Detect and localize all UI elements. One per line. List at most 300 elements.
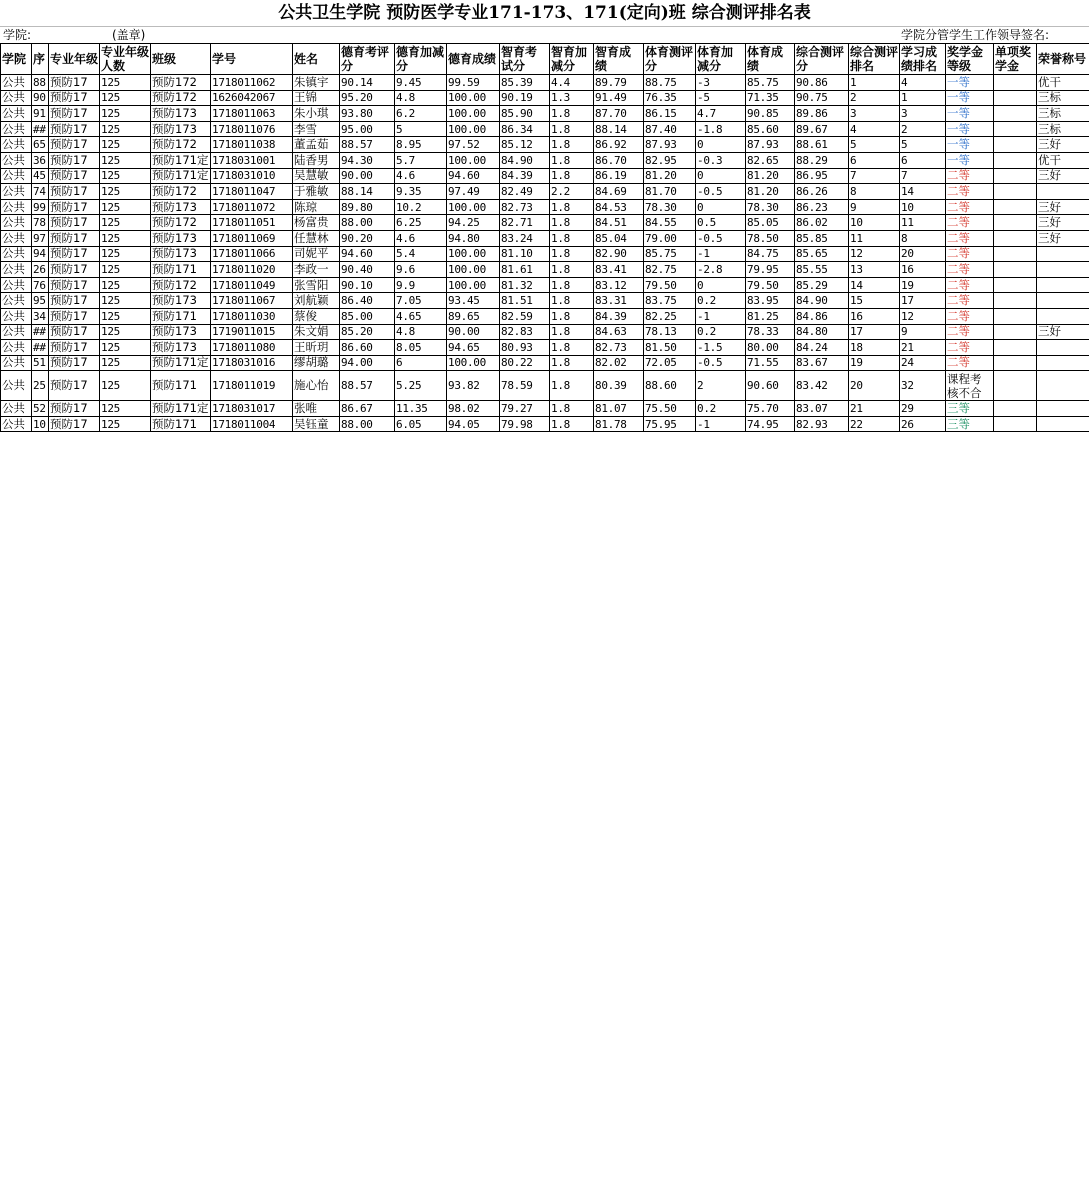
table-cell: 82.75: [644, 262, 696, 278]
table-cell: 1.8: [550, 401, 594, 417]
table-cell: 预防17: [49, 340, 100, 356]
column-header: 学习成绩排名: [900, 44, 946, 75]
table-cell: [994, 184, 1037, 200]
table-cell: 1: [849, 75, 900, 91]
table-cell: 公共: [1, 199, 32, 215]
table-cell: ##: [32, 121, 49, 137]
table-cell: 预防172: [151, 277, 211, 293]
table-cell: 83.67: [795, 355, 849, 371]
table-row: [1, 75, 1089, 91]
table-cell: 张雪阳: [293, 277, 340, 293]
table-cell: 81.20: [746, 168, 795, 184]
table-cell: 7: [849, 168, 900, 184]
table-cell: 吴钰童: [293, 416, 340, 432]
table-cell: 二等: [946, 215, 994, 231]
table-cell: 1.8: [550, 168, 594, 184]
table-cell: [994, 401, 1037, 417]
table-cell: 预防17: [49, 355, 100, 371]
table-cell: 36: [32, 152, 49, 168]
table-cell: 25: [32, 371, 49, 401]
table-cell: 21: [849, 401, 900, 417]
table-cell: 6.05: [395, 416, 447, 432]
table-cell: 90.10: [340, 277, 395, 293]
table-cell: 0.5: [696, 215, 746, 231]
table-cell: 预防171定: [151, 355, 211, 371]
table-cell: 82.65: [746, 152, 795, 168]
table-cell: 11.35: [395, 401, 447, 417]
table-cell: 预防17: [49, 152, 100, 168]
table-cell: 5.25: [395, 371, 447, 401]
table-cell: 100.00: [447, 246, 500, 262]
table-row: [1, 277, 1089, 293]
table-cell: 3: [849, 106, 900, 122]
table-cell: 79.50: [644, 277, 696, 293]
table-cell: 85.75: [746, 75, 795, 91]
table-cell: 预防17: [49, 293, 100, 309]
column-header: 专业年级: [49, 44, 100, 75]
column-header: 智育加减分: [550, 44, 594, 75]
table-cell: 预防173: [151, 230, 211, 246]
table-cell: 公共: [1, 355, 32, 371]
table-cell: 3: [900, 106, 946, 122]
table-cell: 125: [100, 293, 151, 309]
table-cell: 78.13: [644, 324, 696, 340]
table-row: [1, 137, 1089, 153]
table-cell: 任慧林: [293, 230, 340, 246]
table-cell: 125: [100, 75, 151, 91]
table-cell: 预防17: [49, 106, 100, 122]
table-cell: 预防171: [151, 416, 211, 432]
table-cell: 5: [395, 121, 447, 137]
column-header: 综合测评排名: [850, 45, 899, 73]
table-cell: 8.95: [395, 137, 447, 153]
table-cell: 83.31: [594, 293, 644, 309]
table-cell: -0.3: [696, 152, 746, 168]
table-cell: 84.90: [500, 152, 550, 168]
table-cell: 4: [900, 75, 946, 91]
table-cell: 6: [849, 152, 900, 168]
table-cell: 94.05: [447, 416, 500, 432]
table-cell: 预防17: [49, 121, 100, 137]
table-cell: 1718031010: [211, 168, 293, 184]
table-cell: 1.8: [550, 121, 594, 137]
table-cell: 85.12: [500, 137, 550, 153]
table-cell: 85.60: [746, 121, 795, 137]
table-cell: 2: [900, 121, 946, 137]
table-cell: 4.4: [550, 75, 594, 91]
table-cell: 公共: [1, 308, 32, 324]
table-cell: 三等: [946, 416, 994, 432]
table-cell: 90.75: [795, 90, 849, 106]
table-cell: 45: [32, 168, 49, 184]
table-cell: 75.95: [644, 416, 696, 432]
table-cell: 82.71: [500, 215, 550, 231]
table-cell: 79.95: [746, 262, 795, 278]
table-cell: 83.42: [795, 371, 849, 401]
table-cell: [1037, 416, 1089, 432]
table-cell: -1.8: [696, 121, 746, 137]
column-header: 专业年级人数: [101, 45, 150, 73]
table-cell: 81.61: [500, 262, 550, 278]
table-cell: 82.25: [644, 308, 696, 324]
table-cell: 80.00: [746, 340, 795, 356]
column-header: 综合测评分: [795, 44, 849, 75]
table-cell: 公共: [1, 340, 32, 356]
table-cell: 99: [32, 199, 49, 215]
table-cell: 87.40: [644, 121, 696, 137]
table-cell: 4.8: [395, 324, 447, 340]
table-cell: 94: [32, 246, 49, 262]
table-cell: 预防17: [49, 324, 100, 340]
table-cell: 司妮平: [293, 246, 340, 262]
table-cell: 预防172: [151, 184, 211, 200]
table-cell: 预防17: [49, 416, 100, 432]
table-cell: 85.29: [795, 277, 849, 293]
table-cell: 2.2: [550, 184, 594, 200]
table-cell: 4.6: [395, 168, 447, 184]
table-cell: 施心怡: [293, 371, 340, 401]
table-cell: 81.78: [594, 416, 644, 432]
table-cell: 三好: [1037, 215, 1089, 231]
table-cell: 79.27: [500, 401, 550, 417]
table-cell: 三标: [1037, 121, 1089, 137]
table-cell: 90.40: [340, 262, 395, 278]
table-cell: 12: [900, 308, 946, 324]
table-cell: 1.3: [550, 90, 594, 106]
table-cell: 75.50: [644, 401, 696, 417]
table-cell: 预防172: [151, 90, 211, 106]
table-cell: 84.75: [746, 246, 795, 262]
table-cell: 公共: [1, 121, 32, 137]
table-cell: 79.98: [500, 416, 550, 432]
table-cell: 88.60: [644, 371, 696, 401]
table-cell: 王锦: [293, 90, 340, 106]
header-row: [1, 44, 1089, 75]
table-cell: [994, 324, 1037, 340]
table-cell: 9: [900, 324, 946, 340]
table-cell: 一等: [946, 137, 994, 153]
table-cell: 预防172: [151, 137, 211, 153]
table-cell: 8: [900, 230, 946, 246]
table-cell: [994, 137, 1037, 153]
table-cell: 14: [849, 277, 900, 293]
table-cell: 65: [32, 137, 49, 153]
table-cell: 陆香男: [293, 152, 340, 168]
table-cell: 二等: [946, 355, 994, 371]
table-cell: 32: [900, 371, 946, 401]
table-cell: 83.95: [746, 293, 795, 309]
table-cell: [994, 121, 1037, 137]
table-row: [1, 215, 1089, 231]
table-cell: 1.8: [550, 340, 594, 356]
table-cell: 1.8: [550, 230, 594, 246]
table-cell: 李雪: [293, 121, 340, 137]
table-cell: 76.35: [644, 90, 696, 106]
table-cell: 125: [100, 277, 151, 293]
table-cell: 90.00: [340, 168, 395, 184]
table-cell: 87.70: [594, 106, 644, 122]
table-cell: 0.2: [696, 324, 746, 340]
table-cell: 82.93: [795, 416, 849, 432]
table-cell: 94.60: [340, 246, 395, 262]
table-cell: 6: [900, 152, 946, 168]
table-cell: 1718031016: [211, 355, 293, 371]
table-cell: 预防17: [49, 75, 100, 91]
table-cell: [1037, 277, 1089, 293]
table-cell: 82.02: [594, 355, 644, 371]
table-cell: 99.59: [447, 75, 500, 91]
table-cell: [994, 215, 1037, 231]
table-cell: 0: [696, 277, 746, 293]
table-cell: 82.59: [500, 308, 550, 324]
table-cell: 90.20: [340, 230, 395, 246]
table-cell: 84.55: [644, 215, 696, 231]
column-header: 学院: [1, 44, 32, 75]
table-cell: 公共: [1, 184, 32, 200]
table-cell: [994, 75, 1037, 91]
table-cell: 公共: [1, 416, 32, 432]
table-cell: 2: [849, 90, 900, 106]
table-cell: 19: [900, 277, 946, 293]
table-cell: 78.30: [644, 199, 696, 215]
table-cell: 86.19: [594, 168, 644, 184]
table-cell: [1037, 262, 1089, 278]
table-cell: 21: [900, 340, 946, 356]
table-cell: 100.00: [447, 106, 500, 122]
table-cell: 94.65: [447, 340, 500, 356]
table-cell: 125: [100, 324, 151, 340]
table-cell: 86.60: [340, 340, 395, 356]
table-cell: 94.80: [447, 230, 500, 246]
table-cell: 88.57: [340, 137, 395, 153]
table-cell: 82.73: [594, 340, 644, 356]
table-cell: 85.20: [340, 324, 395, 340]
table-cell: 6.25: [395, 215, 447, 231]
table-cell: 86.15: [644, 106, 696, 122]
table-cell: 8: [849, 184, 900, 200]
table-cell: 91.49: [594, 90, 644, 106]
table-cell: 董孟茹: [293, 137, 340, 153]
table-cell: 88.57: [340, 371, 395, 401]
table-row: [1, 184, 1089, 200]
table-cell: 34: [32, 308, 49, 324]
table-cell: 二等: [946, 277, 994, 293]
table-cell: 81.07: [594, 401, 644, 417]
column-header: 荣誉称号: [1037, 44, 1089, 75]
table-cell: 杨富贵: [293, 215, 340, 231]
table-cell: 18: [849, 340, 900, 356]
table-cell: 二等: [946, 293, 994, 309]
table-cell: [994, 371, 1037, 401]
table-cell: 三好: [1037, 324, 1089, 340]
table-cell: 81.70: [644, 184, 696, 200]
table-cell: 预防17: [49, 401, 100, 417]
table-cell: 1718011019: [211, 371, 293, 401]
table-cell: -0.5: [696, 184, 746, 200]
table-cell: [994, 152, 1037, 168]
table-cell: 公共: [1, 262, 32, 278]
table-cell: 82.95: [644, 152, 696, 168]
table-cell: 张唯: [293, 401, 340, 417]
table-cell: 94.30: [340, 152, 395, 168]
table-cell: 81.20: [746, 184, 795, 200]
table-cell: 11: [849, 230, 900, 246]
table-cell: 125: [100, 215, 151, 231]
table-cell: 84.86: [795, 308, 849, 324]
table-cell: 125: [100, 137, 151, 153]
table-row: [1, 401, 1089, 417]
table-cell: 85.05: [746, 215, 795, 231]
table-cell: 81.25: [746, 308, 795, 324]
table-cell: 1626042067: [211, 90, 293, 106]
table-cell: 朱文娟: [293, 324, 340, 340]
table-cell: 1718011047: [211, 184, 293, 200]
header-info-row: [0, 26, 1089, 43]
table-cell: 86.67: [340, 401, 395, 417]
table-cell: 预防171: [151, 262, 211, 278]
table-cell: 88.00: [340, 416, 395, 432]
table-cell: 82.83: [500, 324, 550, 340]
table-cell: 97.49: [447, 184, 500, 200]
column-header: 智育考试分: [500, 44, 550, 75]
table-cell: 0: [696, 199, 746, 215]
table-cell: 19: [849, 355, 900, 371]
table-cell: 4.65: [395, 308, 447, 324]
table-cell: 125: [100, 168, 151, 184]
table-cell: 陈琼: [293, 199, 340, 215]
table-cell: 预防17: [49, 137, 100, 153]
table-cell: 86.40: [340, 293, 395, 309]
table-cell: 125: [100, 355, 151, 371]
table-cell: 三等: [946, 401, 994, 417]
table-cell: 83.24: [500, 230, 550, 246]
table-body: [1, 75, 1089, 432]
table-cell: 4: [849, 121, 900, 137]
table-cell: [994, 293, 1037, 309]
table-cell: 85.00: [340, 308, 395, 324]
table-cell: 88.75: [644, 75, 696, 91]
table-cell: 1718011038: [211, 137, 293, 153]
table-cell: 1.8: [550, 416, 594, 432]
table-cell: 82.90: [594, 246, 644, 262]
table-cell: 86.02: [795, 215, 849, 231]
table-cell: 吴慧敏: [293, 168, 340, 184]
table-cell: 11: [900, 215, 946, 231]
table-cell: 1718011051: [211, 215, 293, 231]
table-cell: -1.5: [696, 340, 746, 356]
table-cell: [1037, 371, 1089, 401]
table-cell: 80.22: [500, 355, 550, 371]
table-cell: 5.7: [395, 152, 447, 168]
table-cell: 78.33: [746, 324, 795, 340]
table-cell: 98.02: [447, 401, 500, 417]
table-cell: 84.53: [594, 199, 644, 215]
table-cell: 蔡俊: [293, 308, 340, 324]
table-cell: 预防173: [151, 340, 211, 356]
table-cell: 82.73: [500, 199, 550, 215]
table-cell: 16: [900, 262, 946, 278]
table-cell: 二等: [946, 262, 994, 278]
table-cell: 100.00: [447, 277, 500, 293]
table-cell: 125: [100, 401, 151, 417]
table-cell: 预防172: [151, 215, 211, 231]
column-header: 单项奖学金: [994, 44, 1037, 75]
table-row: [1, 324, 1089, 340]
table-cell: 88.14: [340, 184, 395, 200]
table-cell: 二等: [946, 308, 994, 324]
table-cell: 125: [100, 121, 151, 137]
table-cell: 1718011063: [211, 106, 293, 122]
table-cell: [1037, 355, 1089, 371]
table-cell: 81.32: [500, 277, 550, 293]
table-cell: 1718011067: [211, 293, 293, 309]
column-header: 体育成绩: [746, 44, 795, 75]
table-cell: 1718011004: [211, 416, 293, 432]
table-cell: 84.69: [594, 184, 644, 200]
table-cell: 一等: [946, 75, 994, 91]
table-cell: 7: [900, 168, 946, 184]
table-cell: 公共: [1, 324, 32, 340]
table-cell: -1: [696, 308, 746, 324]
table-cell: -1: [696, 416, 746, 432]
table-cell: 86.23: [795, 199, 849, 215]
table-cell: 14: [900, 184, 946, 200]
table-cell: 朱小琪: [293, 106, 340, 122]
table-cell: -3: [696, 75, 746, 91]
table-cell: 一等: [946, 121, 994, 137]
table-cell: 78: [32, 215, 49, 231]
table-cell: 84.24: [795, 340, 849, 356]
table-cell: 93.80: [340, 106, 395, 122]
column-header: 班级: [151, 44, 211, 75]
table-cell: 0: [696, 168, 746, 184]
table-cell: 84.90: [795, 293, 849, 309]
table-cell: 97: [32, 230, 49, 246]
table-cell: 1: [900, 90, 946, 106]
table-cell: 1.8: [550, 324, 594, 340]
table-cell: 4.7: [696, 106, 746, 122]
table-cell: 课程考核不合: [946, 371, 994, 401]
table-cell: 100.00: [447, 199, 500, 215]
table-cell: 公共: [1, 277, 32, 293]
table-cell: 9.35: [395, 184, 447, 200]
table-cell: 于雅敏: [293, 184, 340, 200]
table-cell: 76: [32, 277, 49, 293]
table-cell: 1718011020: [211, 262, 293, 278]
table-cell: 84.39: [594, 308, 644, 324]
table-cell: 71.35: [746, 90, 795, 106]
table-cell: 1.8: [550, 308, 594, 324]
table-row: [1, 106, 1089, 122]
table-cell: 10: [900, 199, 946, 215]
table-cell: 二等: [946, 230, 994, 246]
table-cell: 85.04: [594, 230, 644, 246]
table-cell: 20: [900, 246, 946, 262]
table-cell: 87.93: [746, 137, 795, 153]
table-cell: 29: [900, 401, 946, 417]
column-header: 奖学金等级: [946, 44, 994, 75]
column-header: 学号: [211, 44, 293, 75]
column-header: 德育加减分: [395, 44, 447, 75]
table-cell: 125: [100, 90, 151, 106]
table-cell: [1037, 401, 1089, 417]
table-cell: 1718011066: [211, 246, 293, 262]
table-cell: 0.2: [696, 293, 746, 309]
table-cell: 公共: [1, 75, 32, 91]
table-cell: 预防171定: [151, 152, 211, 168]
table-cell: 125: [100, 199, 151, 215]
table-cell: 88.14: [594, 121, 644, 137]
